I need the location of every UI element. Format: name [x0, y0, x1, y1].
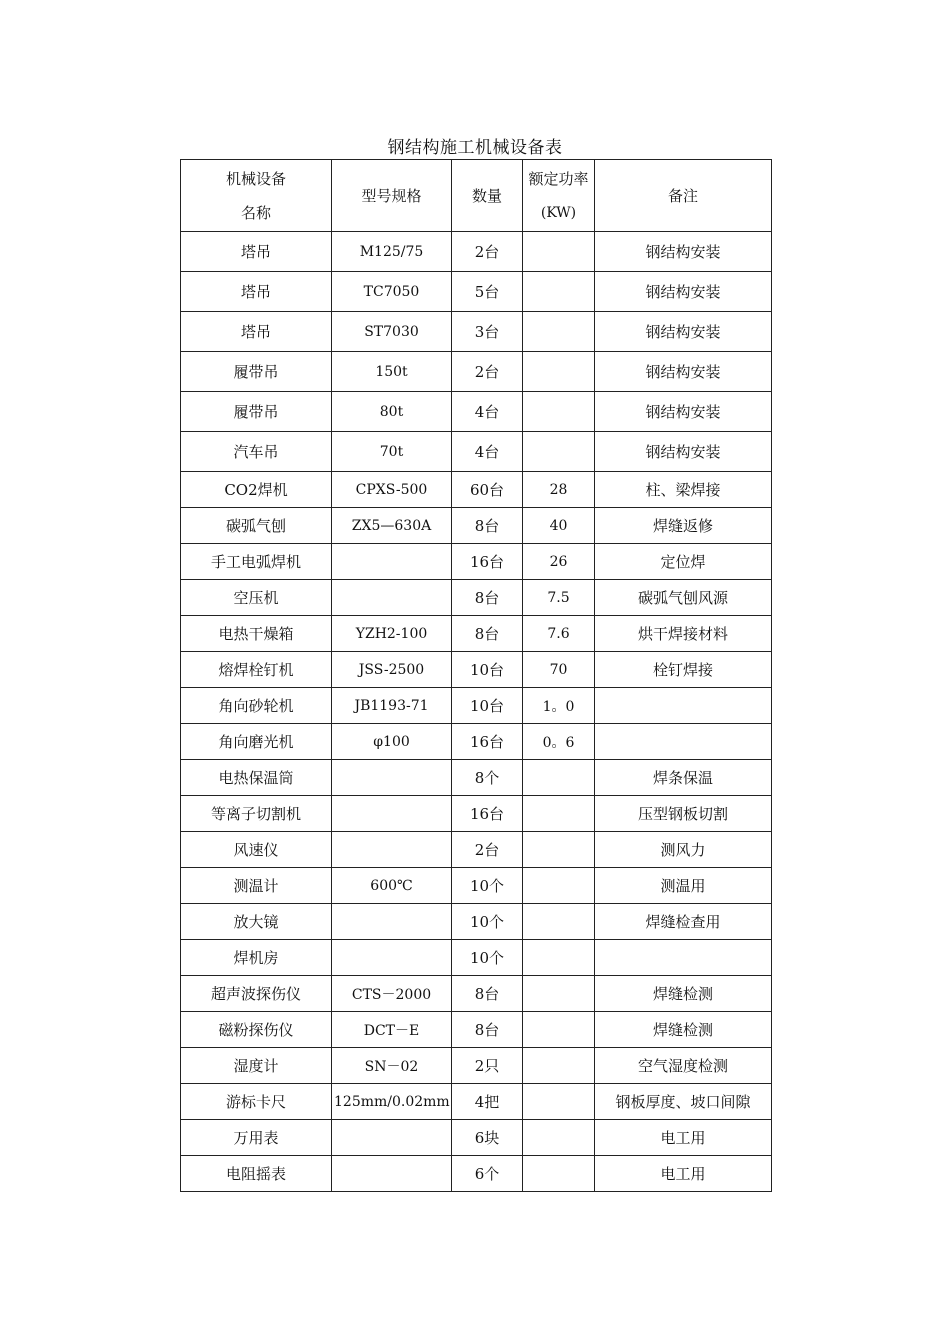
equipment-name-cell: 手工电弧焊机: [181, 544, 332, 580]
table-row: [181, 432, 772, 472]
equipment-table: [180, 159, 772, 1192]
table-row: [181, 272, 772, 312]
quantity-cell: 10个: [452, 904, 523, 940]
equipment-name-cell: 碳弧气刨: [181, 508, 332, 544]
remark-cell: 钢结构安装: [595, 272, 772, 312]
table-row: [181, 1048, 772, 1084]
rated-power-cell: 7.5: [523, 580, 595, 616]
quantity-cell: 5台: [452, 272, 523, 312]
table-row: [181, 832, 772, 868]
model-cell: ZX5—630A: [332, 508, 452, 544]
model-cell: 70t: [332, 432, 452, 472]
rated-power-cell: [523, 352, 595, 392]
quantity-cell: 8台: [452, 580, 523, 616]
equipment-name-cell: 湿度计: [181, 1048, 332, 1084]
table-row: [181, 392, 772, 432]
quantity-cell: 10个: [452, 868, 523, 904]
table-row: [181, 544, 772, 580]
rated-power-cell: [523, 312, 595, 352]
rated-power-cell: [523, 1156, 595, 1192]
model-cell: [332, 1156, 452, 1192]
rated-power-cell: 1。0: [523, 688, 595, 724]
quantity-cell: 8台: [452, 976, 523, 1012]
equipment-name-cell: 电阻摇表: [181, 1156, 332, 1192]
remark-cell: 测风力: [595, 832, 772, 868]
remark-cell: 电工用: [595, 1120, 772, 1156]
remark-cell: 压型钢板切割: [595, 796, 772, 832]
remark-cell: 测温用: [595, 868, 772, 904]
equipment-name-cell: 游标卡尺: [181, 1084, 332, 1120]
rated-power-cell: [523, 868, 595, 904]
remark-cell: 栓钉焊接: [595, 652, 772, 688]
model-cell: DCT－E: [332, 1012, 452, 1048]
quantity-cell: 16台: [452, 544, 523, 580]
rated-power-cell: 70: [523, 652, 595, 688]
model-cell: [332, 1120, 452, 1156]
model-cell: CTS－2000: [332, 976, 452, 1012]
model-cell: JB1193-71: [332, 688, 452, 724]
table-row: [181, 796, 772, 832]
quantity-cell: 8台: [452, 1012, 523, 1048]
remark-cell: 焊缝检测: [595, 1012, 772, 1048]
quantity-cell: 10个: [452, 940, 523, 976]
rated-power-cell: [523, 392, 595, 432]
equipment-name-cell: 熔焊栓钉机: [181, 652, 332, 688]
model-cell: 80t: [332, 392, 452, 432]
table-row: [181, 312, 772, 352]
equipment-name-cell: 塔吊: [181, 232, 332, 272]
model-cell: TC7050: [332, 272, 452, 312]
table-row: [181, 1156, 772, 1192]
table-row: [181, 508, 772, 544]
quantity-cell: 16台: [452, 724, 523, 760]
equipment-name-cell: 履带吊: [181, 392, 332, 432]
table-row: [181, 1012, 772, 1048]
table-header-row: [181, 160, 772, 232]
table-row: [181, 724, 772, 760]
quantity-cell: 2台: [452, 232, 523, 272]
quantity-cell: 4台: [452, 432, 523, 472]
rated-power-cell: [523, 904, 595, 940]
equipment-name-cell: 空压机: [181, 580, 332, 616]
remark-cell: 钢结构安装: [595, 432, 772, 472]
table-row: [181, 868, 772, 904]
remark-cell: 焊缝返修: [595, 508, 772, 544]
quantity-cell: 6个: [452, 1156, 523, 1192]
quantity-cell: 8个: [452, 760, 523, 796]
header-power-line2: (KW): [540, 204, 577, 221]
rated-power-cell: [523, 432, 595, 472]
equipment-name-cell: 焊机房: [181, 940, 332, 976]
remark-cell: 焊缝检查用: [595, 904, 772, 940]
equipment-name-cell: CO2焊机: [181, 472, 332, 508]
table-row: [181, 652, 772, 688]
rated-power-cell: [523, 272, 595, 312]
equipment-name-cell: 履带吊: [181, 352, 332, 392]
equipment-name-cell: 汽车吊: [181, 432, 332, 472]
model-cell: [332, 832, 452, 868]
model-cell: JSS-2500: [332, 652, 452, 688]
table-row: [181, 580, 772, 616]
equipment-name-cell: 角向砂轮机: [181, 688, 332, 724]
model-cell: [332, 940, 452, 976]
rated-power-cell: [523, 760, 595, 796]
model-cell: YZH2-100: [332, 616, 452, 652]
quantity-cell: 60台: [452, 472, 523, 508]
remark-cell: 烘干焊接材料: [595, 616, 772, 652]
equipment-name-cell: 电热保温筒: [181, 760, 332, 796]
header-name-line1: 机械设备: [225, 169, 286, 188]
quantity-cell: 8台: [452, 616, 523, 652]
table-row: [181, 760, 772, 796]
remark-cell: 定位焊: [595, 544, 772, 580]
equipment-name-cell: 磁粉探伤仪: [181, 1012, 332, 1048]
remark-cell: 钢结构安装: [595, 312, 772, 352]
quantity-cell: 4把: [452, 1084, 523, 1120]
table-row: [181, 472, 772, 508]
header-rated-power: [523, 160, 595, 232]
model-cell: 600℃: [332, 868, 452, 904]
table-row: [181, 904, 772, 940]
table-row: [181, 940, 772, 976]
rated-power-cell: [523, 1012, 595, 1048]
model-cell: [332, 760, 452, 796]
rated-power-cell: 40: [523, 508, 595, 544]
quantity-cell: 10台: [452, 688, 523, 724]
remark-cell: 钢结构安装: [595, 392, 772, 432]
remark-cell: [595, 724, 772, 760]
equipment-name-cell: 电热干燥箱: [181, 616, 332, 652]
quantity-cell: 2台: [452, 352, 523, 392]
table-row: [181, 352, 772, 392]
quantity-cell: 10台: [452, 652, 523, 688]
rated-power-cell: 26: [523, 544, 595, 580]
equipment-name-cell: 角向磨光机: [181, 724, 332, 760]
rated-power-cell: [523, 1048, 595, 1084]
model-cell: [332, 796, 452, 832]
remark-cell: 电工用: [595, 1156, 772, 1192]
model-cell: [332, 580, 452, 616]
model-cell: 125mm/0.02mm: [332, 1084, 452, 1120]
remark-cell: 碳弧气刨风源: [595, 580, 772, 616]
equipment-name-cell: 测温计: [181, 868, 332, 904]
rated-power-cell: [523, 232, 595, 272]
rated-power-cell: [523, 940, 595, 976]
model-cell: SN－02: [332, 1048, 452, 1084]
rated-power-cell: [523, 1120, 595, 1156]
quantity-cell: 6块: [452, 1120, 523, 1156]
table-row: [181, 616, 772, 652]
remark-cell: [595, 688, 772, 724]
remark-cell: 焊缝检测: [595, 976, 772, 1012]
remark-cell: 钢板厚度、坡口间隙: [595, 1084, 772, 1120]
header-model: 型号规格: [332, 160, 452, 232]
table-row: [181, 976, 772, 1012]
rated-power-cell: [523, 1084, 595, 1120]
equipment-name-cell: 风速仪: [181, 832, 332, 868]
document-title: 钢结构施工机械设备表: [387, 138, 563, 158]
remark-cell: 焊条保温: [595, 760, 772, 796]
rated-power-cell: 28: [523, 472, 595, 508]
header-remark: 备注: [595, 160, 772, 232]
model-cell: [332, 544, 452, 580]
quantity-cell: 2只: [452, 1048, 523, 1084]
rated-power-cell: [523, 832, 595, 868]
quantity-cell: 4台: [452, 392, 523, 432]
quantity-cell: 2台: [452, 832, 523, 868]
remark-cell: 柱、梁焊接: [595, 472, 772, 508]
table-row: [181, 1120, 772, 1156]
equipment-name-cell: 塔吊: [181, 312, 332, 352]
rated-power-cell: 7.6: [523, 616, 595, 652]
equipment-name-cell: 放大镜: [181, 904, 332, 940]
equipment-name-cell: 超声波探伤仪: [181, 976, 332, 1012]
header-power-line1: 额定功率: [528, 169, 589, 188]
model-cell: CPXS-500: [332, 472, 452, 508]
model-cell: ST7030: [332, 312, 452, 352]
table-row: [181, 688, 772, 724]
quantity-cell: 16台: [452, 796, 523, 832]
table-row: [181, 1084, 772, 1120]
model-cell: M125/75: [332, 232, 452, 272]
remark-cell: [595, 940, 772, 976]
remark-cell: 钢结构安装: [595, 232, 772, 272]
remark-cell: 钢结构安装: [595, 352, 772, 392]
model-cell: φ100: [332, 724, 452, 760]
model-cell: [332, 904, 452, 940]
header-name-line2: 名称: [240, 203, 271, 222]
equipment-name-cell: 塔吊: [181, 272, 332, 312]
rated-power-cell: [523, 976, 595, 1012]
quantity-cell: 8台: [452, 508, 523, 544]
rated-power-cell: [523, 796, 595, 832]
header-quantity: 数量: [452, 160, 523, 232]
model-cell: 150t: [332, 352, 452, 392]
header-equipment-name: [181, 160, 332, 232]
quantity-cell: 3台: [452, 312, 523, 352]
table-row: [181, 232, 772, 272]
rated-power-cell: 0。6: [523, 724, 595, 760]
equipment-name-cell: 万用表: [181, 1120, 332, 1156]
equipment-name-cell: 等离子切割机: [181, 796, 332, 832]
remark-cell: 空气湿度检测: [595, 1048, 772, 1084]
